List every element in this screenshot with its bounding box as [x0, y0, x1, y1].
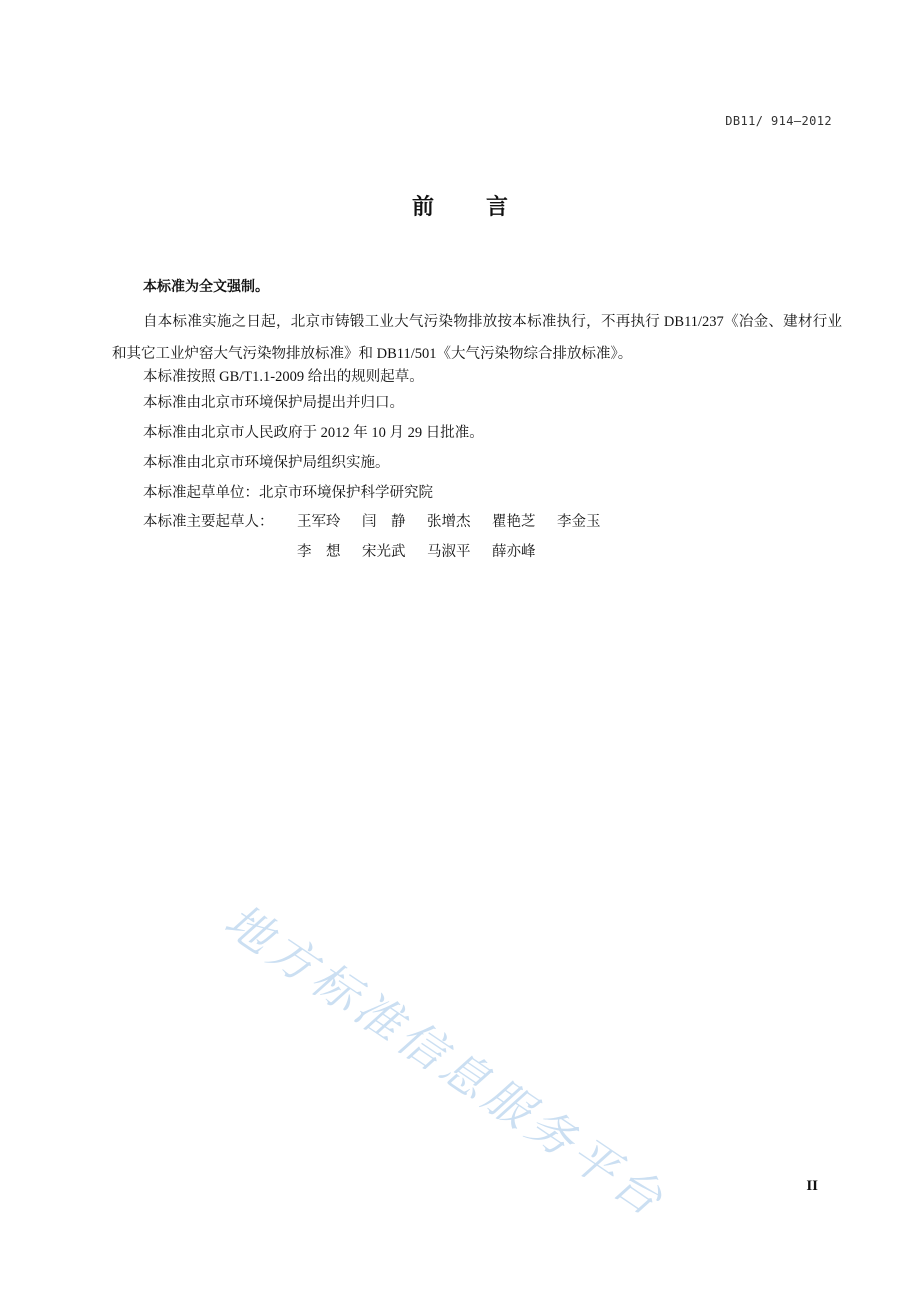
drafting-rules-line: 本标准按照 GB/T1.1-2009 给出的规则起草。: [143, 369, 424, 385]
drafter-name: 瞿艳芝: [492, 514, 536, 530]
mandatory-statement: 本标准为全文强制。: [143, 279, 269, 295]
implemented-by-line: 本标准由北京市环境保护局组织实施。: [143, 455, 390, 471]
drafting-unit-line: 本标准起草单位：北京市环境保护科学研究院: [143, 485, 433, 501]
drafter-name: 李金玉: [557, 514, 601, 530]
drafters-label: 本标准主要起草人：: [143, 514, 274, 530]
page-title: [0, 190, 920, 221]
drafter-name: 马淑平: [427, 544, 471, 560]
drafter-name: 王军玲: [297, 514, 341, 530]
drafter-name: 闫 静: [362, 514, 406, 530]
standard-code: DB11/ 914—2012: [725, 114, 832, 128]
page-number: II: [806, 1178, 818, 1194]
drafter-name: 宋光武: [362, 544, 406, 560]
title-char-1: 前: [411, 195, 434, 220]
title-char-2: 言: [486, 195, 509, 220]
drafter-name: 张增杰: [427, 514, 471, 530]
proposed-by-line: 本标准由北京市环境保护局提出并归口。: [143, 395, 404, 411]
approved-by-line: 本标准由北京市人民政府于 2012 年 10 月 29 日批准。: [143, 425, 484, 441]
watermark: 地方标准信息服务平台: [215, 893, 677, 1229]
drafter-name: 薛亦峰: [492, 544, 536, 560]
drafter-name: 李 想: [297, 544, 341, 560]
replacement-paragraph: 自本标准实施之日起，北京市铸锻工业大气污染物排放按本标准执行，不再执行 DB11/237《冶金、建材行业和其它工业炉窑大气污染物排放标准》和 DB11/501《大气污染物综合排放标准》。: [112, 314, 842, 362]
